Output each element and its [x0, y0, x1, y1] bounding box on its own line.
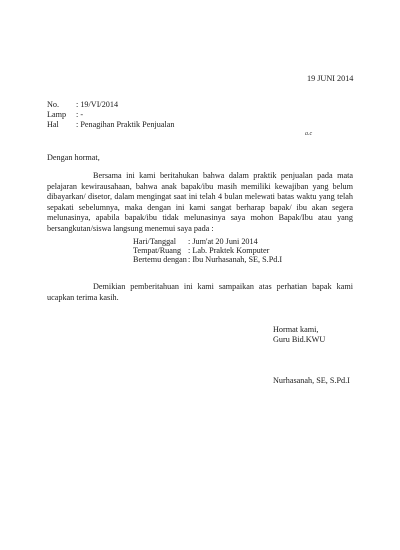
handwritten-mark: a.c — [305, 131, 313, 137]
meet-value: : Ibu Nurhasanah, SE, S.Pd.I — [188, 255, 283, 264]
attachment-label: Lamp — [47, 110, 67, 119]
place-label: Tempat/Ruang — [133, 246, 182, 255]
salutation: Dengan hormat, — [47, 153, 100, 162]
subject-label: Hal — [47, 120, 59, 129]
subject-value: : Penagihan Praktik Penjualan — [76, 120, 175, 129]
meet-label: Bertemu dengan — [133, 255, 187, 264]
day-value: : Jum'at 20 Juni 2014 — [188, 237, 258, 246]
number-label: No. — [47, 100, 60, 109]
body-paragraph-1-text: Bersama ini kami beritahukan bahwa dalam praktik penjualan pada mata pelajaran kewirausahaan, bahwa anak bapak/ibu masih memiliki kewajiban yang belum dibayarkan/ disetor, dalam mengingat saat ini telah 4 bulan melewati batas waktu yang telah sepakati sebelumnya, maka dengan ini kami sangat berharap bapak/ ibu akan segera melunasinya, apabila bapak/ibu tidak melunasinya saya mohon Bapak/Ibu atau yang bersangkutan/siswa langsung menemui saya pada : — [47, 171, 353, 233]
body-paragraph-1 — [47, 171, 353, 235]
letter-date: 19 JUNI 2014 — [307, 74, 354, 83]
body-paragraph-2-text: Demikian pemberitahuan ini kami sampaikan atas perhatian bapak kami ucapkan terima kasih. — [47, 282, 353, 302]
closing: Hormat kami, — [273, 325, 319, 334]
place-value: : Lab. Praktek Komputer — [188, 246, 270, 255]
signer-role: Guru Bid.KWU — [273, 335, 326, 344]
day-label: Hari/Tanggal — [133, 237, 177, 246]
number-value: : 19/VI/2014 — [76, 100, 119, 109]
signer-name: Nurhasanah, SE, S.Pd.I — [273, 376, 350, 385]
body-paragraph-2 — [47, 282, 353, 303]
attachment-value: : - — [76, 110, 84, 119]
